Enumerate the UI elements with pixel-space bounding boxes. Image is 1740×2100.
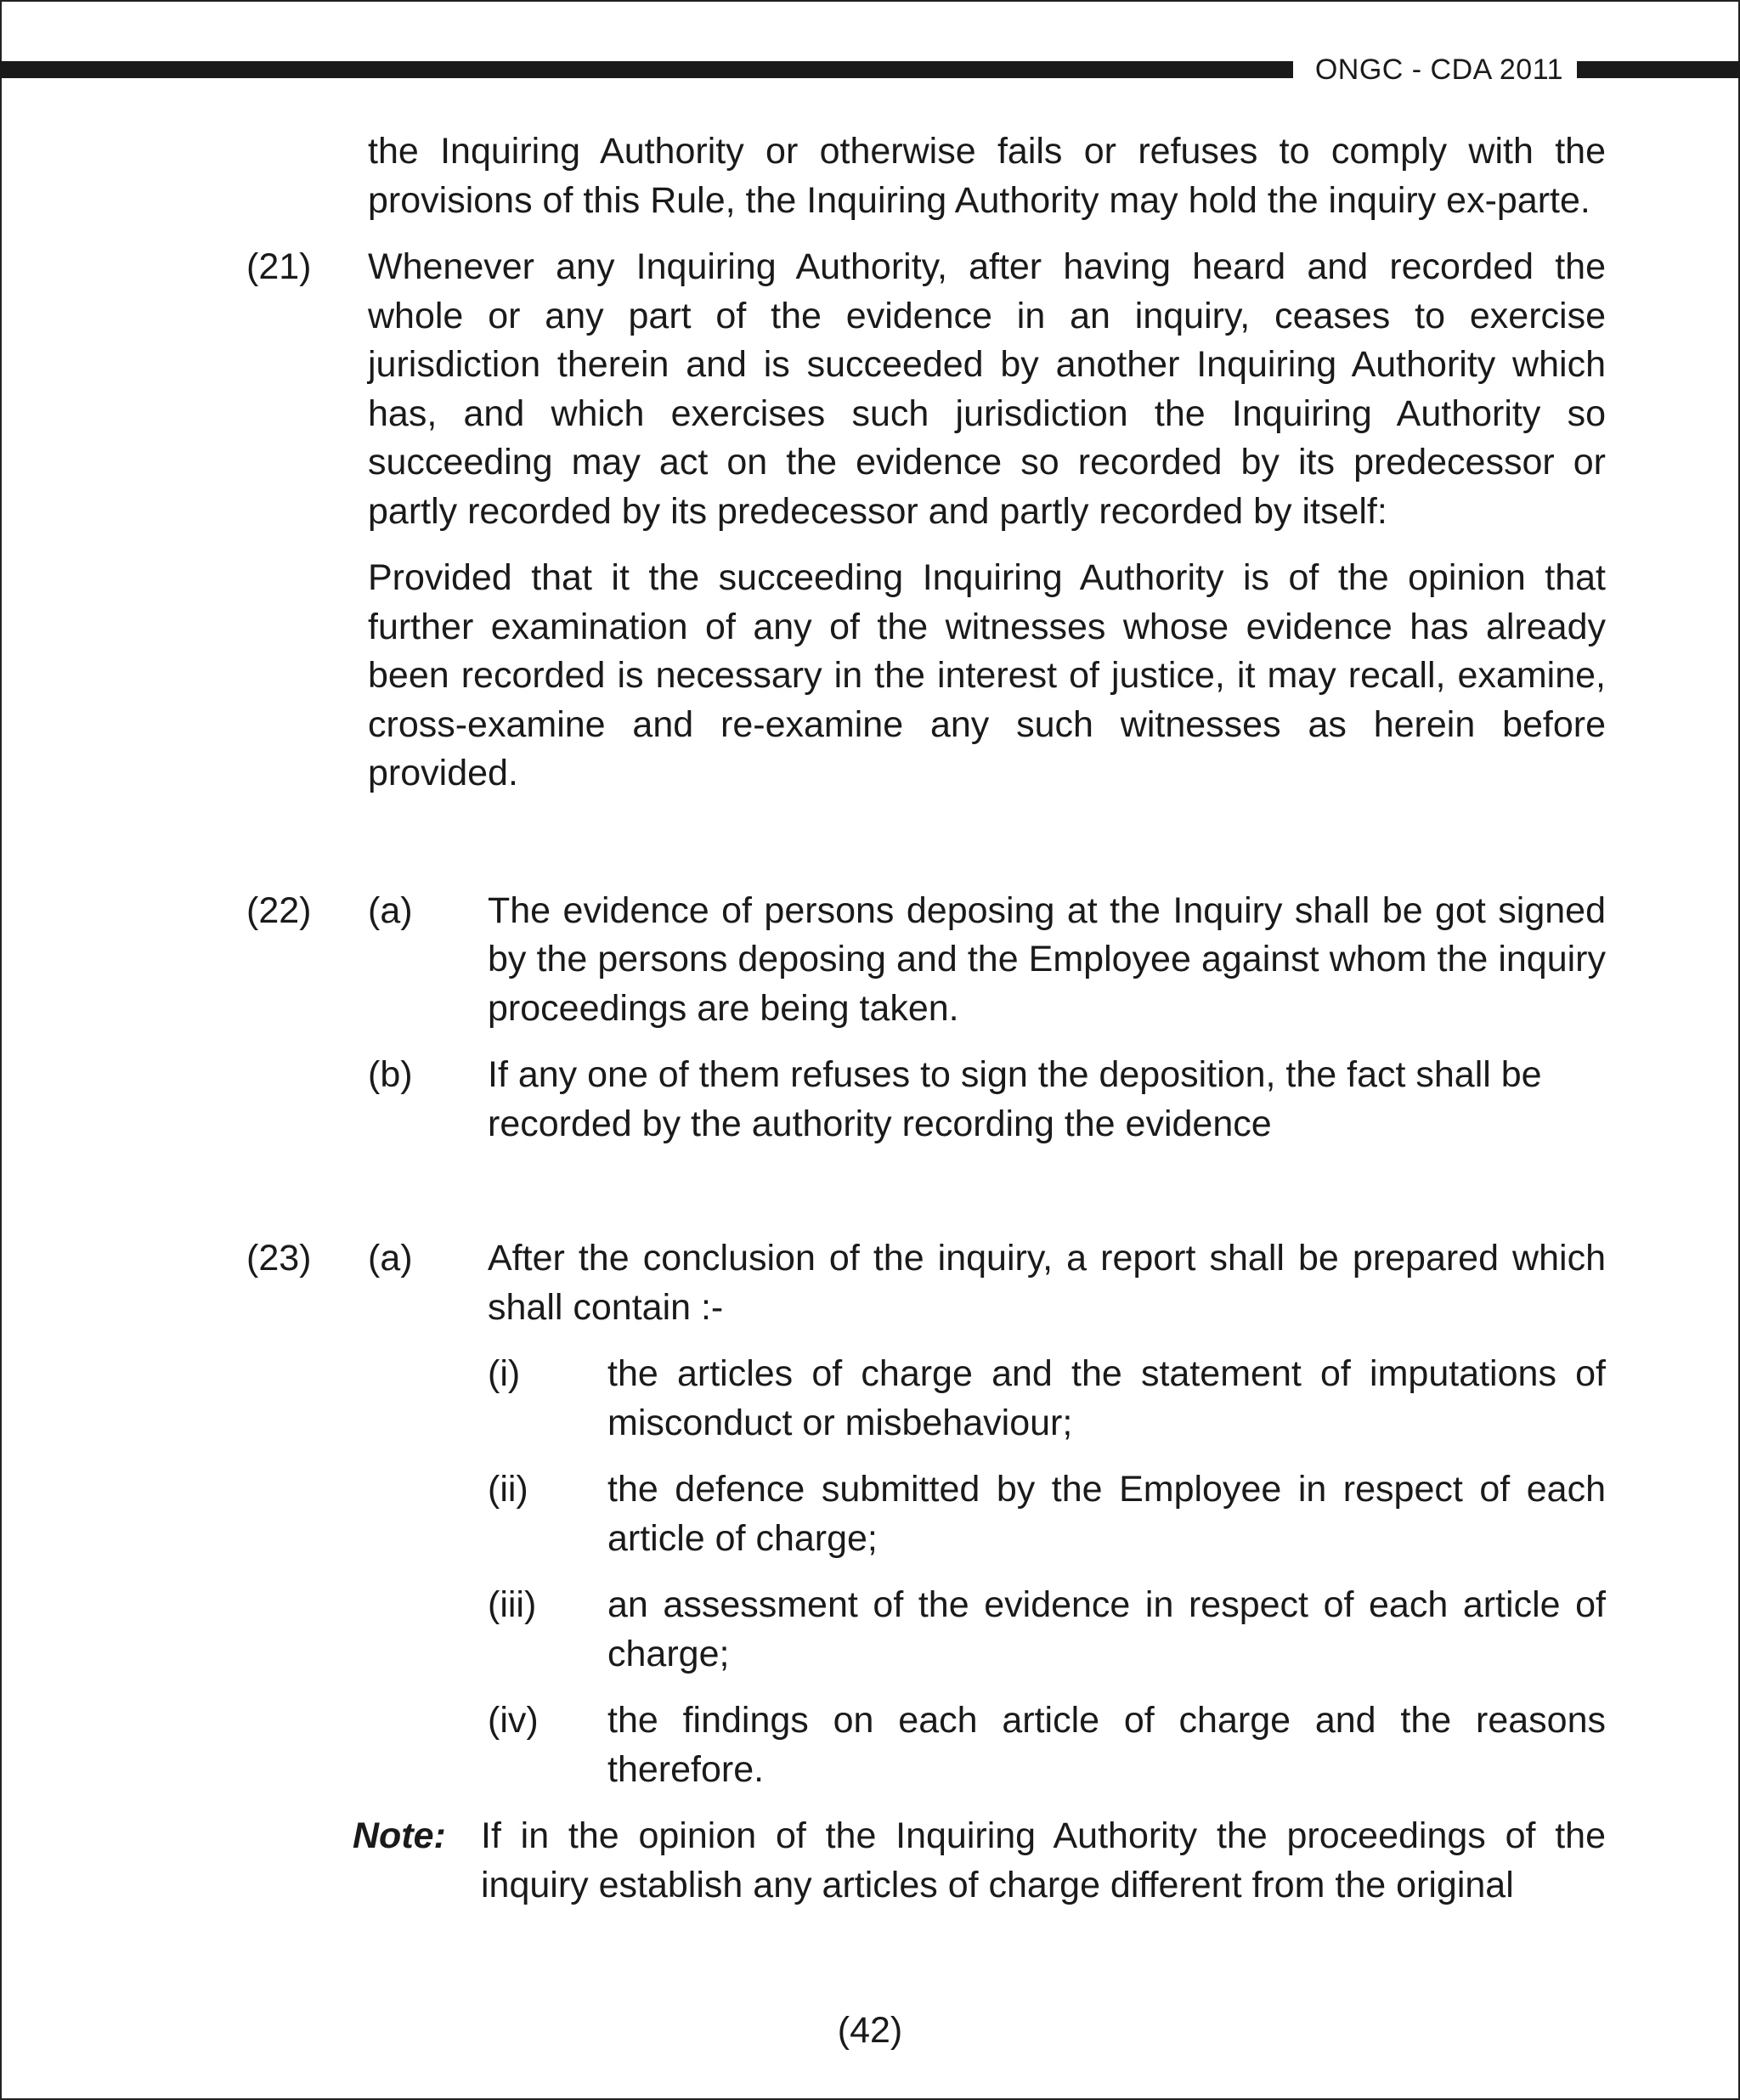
clause-text: If any one of them refuses to sign the deposition, the fact shall be recorded by the authority recording the evidence bbox=[488, 1054, 1542, 1144]
clause-label: (a) bbox=[368, 1238, 413, 1279]
section-number: (23) bbox=[246, 1238, 312, 1279]
clause-label: (b) bbox=[368, 1054, 413, 1095]
clause-b bbox=[368, 1051, 1606, 1149]
section-body bbox=[368, 243, 1606, 799]
item-label: (iv) bbox=[488, 1700, 539, 1741]
item-text: the findings on each article of charge and the reasons therefore. bbox=[607, 1700, 1606, 1790]
section-21-text: Whenever any Inquiring Authority, after having heard and recorded the whole or any part of the evidence in an inquiry, ceases to exercise jurisdiction therein and is succeeded by another Inquiring Authority which has, and which exercises such jurisdiction the Inquiring Authority so succeeding may act on the evidence so recorded by its predecessor or partly recorded by its predecessor and partly recorded by itself: bbox=[368, 246, 1606, 532]
note-block bbox=[353, 1812, 1606, 1910]
section-body bbox=[368, 1234, 1606, 1794]
item-label: (iii) bbox=[488, 1584, 537, 1625]
clause-body bbox=[488, 1234, 1606, 1794]
list-item bbox=[488, 1465, 1606, 1563]
section-22 bbox=[246, 887, 1606, 1149]
clause-a bbox=[368, 1234, 1606, 1794]
section-23 bbox=[246, 1234, 1606, 1794]
section-21-proviso: Provided that it the succeeding Inquiring Authority is of the opinion that further examination of any of the witnesses whose evidence has already been recorded is necessary in the interest of justice, it may recall, examine, cross-examine and re-examine any such witnesses as herein before provided. bbox=[368, 557, 1606, 793]
item-label: (ii) bbox=[488, 1469, 528, 1510]
list-item bbox=[488, 1696, 1606, 1794]
section-number: (22) bbox=[246, 889, 312, 931]
clause-a bbox=[368, 887, 1606, 1034]
note-label: Note: bbox=[353, 1815, 446, 1856]
clause-text: The evidence of persons deposing at the Inquiry shall be got signed by the persons deposing and the Employee against whom the inquiry proceedings are being taken. bbox=[488, 889, 1606, 1029]
section-body bbox=[368, 887, 1606, 1149]
continuation-paragraph: the Inquiring Authority or otherwise fails or refuses to comply with the provisions of this Rule, the Inquiring Authority may hold the inquiry ex-parte. bbox=[368, 131, 1606, 221]
list-item bbox=[488, 1350, 1606, 1448]
page-number: (42) bbox=[837, 2010, 903, 2051]
note-text: If in the opinion of the Inquiring Authority the proceedings of the inquiry establish any articles of charge different from the original bbox=[481, 1815, 1606, 1905]
page-content bbox=[246, 127, 1606, 1910]
clause-text: After the conclusion of the inquiry, a report shall be prepared which shall contain :- bbox=[488, 1238, 1606, 1328]
item-label: (i) bbox=[488, 1353, 521, 1394]
section-21 bbox=[246, 243, 1606, 799]
continuation-block bbox=[368, 127, 1606, 225]
clause-label: (a) bbox=[368, 889, 413, 931]
list-item bbox=[488, 1581, 1606, 1679]
item-text: an assessment of the evidence in respect of each article of charge; bbox=[607, 1584, 1606, 1674]
section-number: (21) bbox=[246, 246, 312, 287]
item-text: the defence submitted by the Employee in respect of each article of charge; bbox=[607, 1469, 1606, 1559]
item-text: the articles of charge and the statement of imputations of misconduct or misbehaviour; bbox=[607, 1353, 1606, 1443]
document-title: ONGC - CDA 2011 bbox=[1293, 51, 1577, 88]
